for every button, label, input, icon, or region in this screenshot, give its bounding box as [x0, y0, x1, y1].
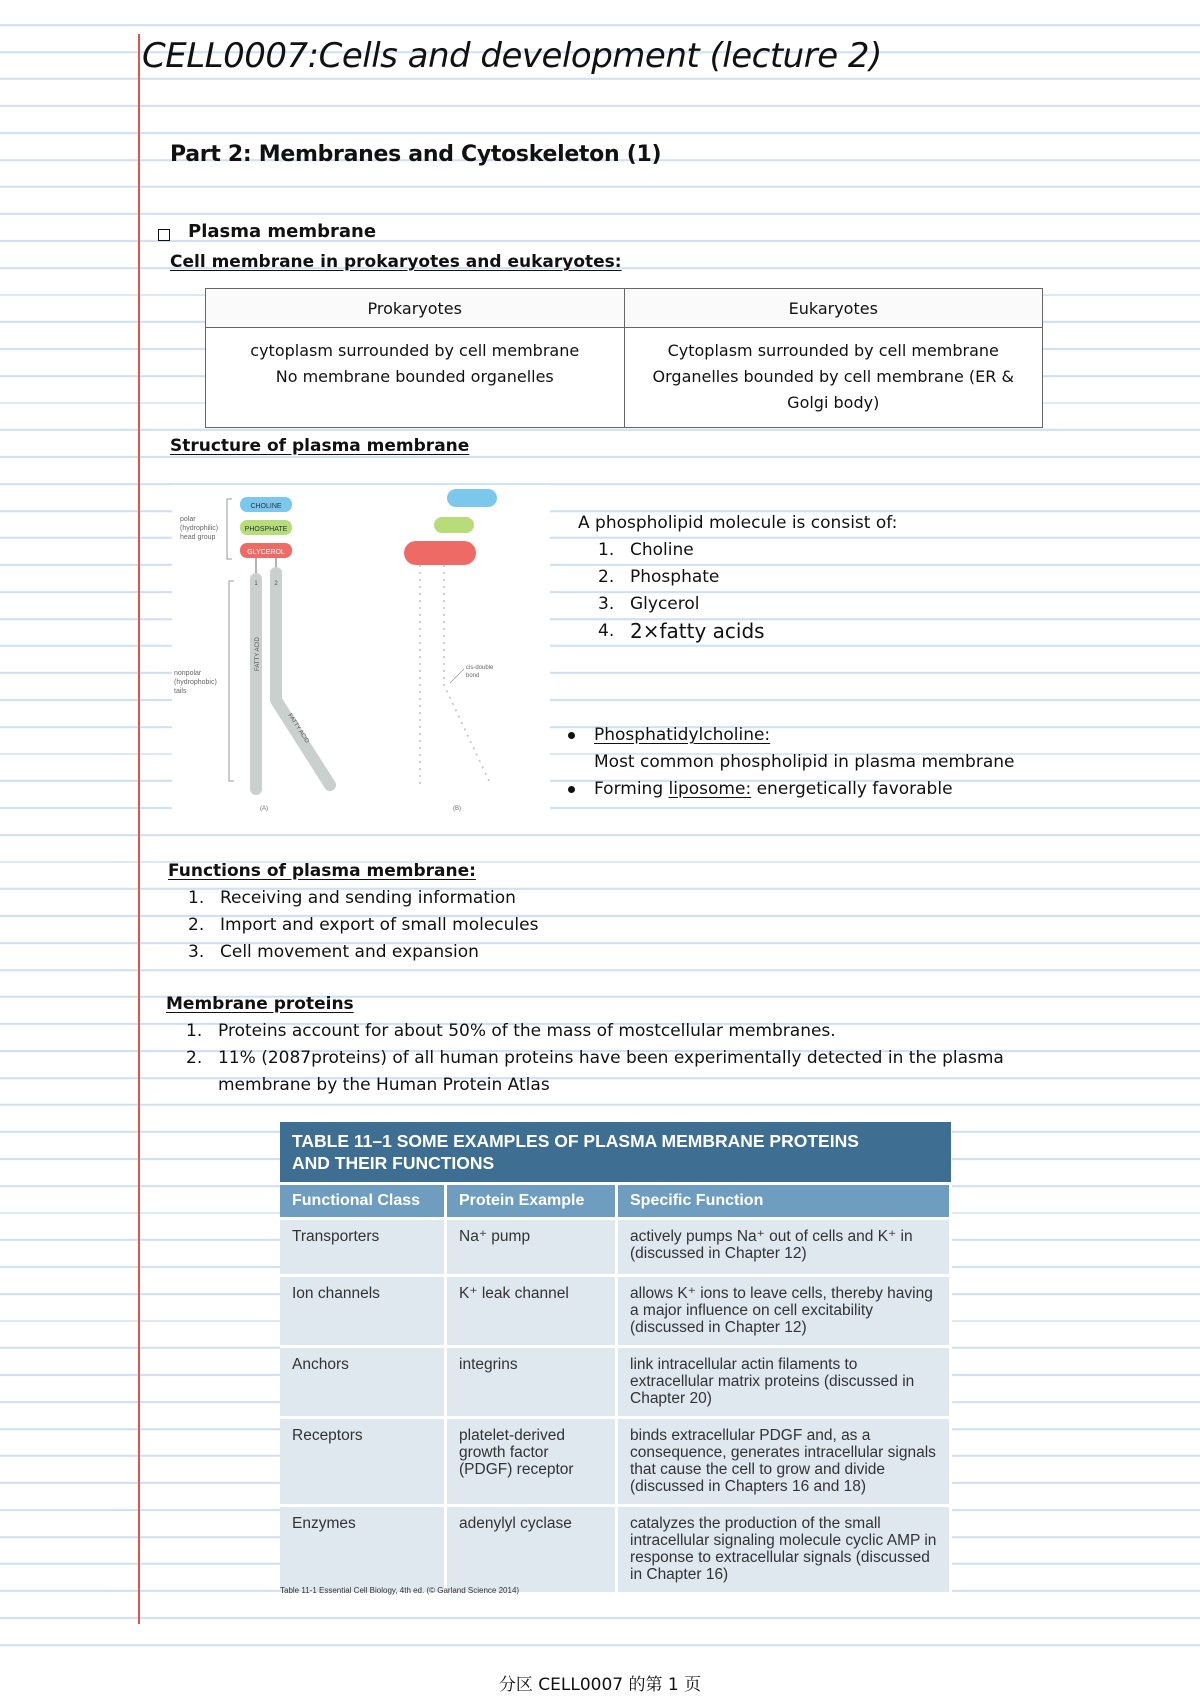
- part-heading: Part 2: Membranes and Cytoskeleton (1): [170, 142, 662, 167]
- table-cell: adenylyl cyclase: [446, 1506, 617, 1593]
- chain-number-1: 1: [254, 581, 258, 587]
- functions-heading: Functions of plasma membrane:: [168, 861, 476, 881]
- phospholipid-diagram: [172, 485, 550, 820]
- phosphatidylcholine-notes: [568, 722, 1014, 803]
- eukaryotes-line: Cytoplasm surrounded by cell membrane: [667, 341, 999, 360]
- tails-label: (hydrophobic): [174, 679, 217, 686]
- phosphate-label: PHOSPHATE: [244, 526, 288, 533]
- list-item: 2. Phosphate: [598, 567, 720, 587]
- table-cell: Ion channels: [280, 1276, 446, 1347]
- column-header: Protein Example: [446, 1184, 617, 1219]
- page-footer: 分区 CELL0007 的第 1 页: [0, 1670, 1200, 1695]
- table-cell: K⁺ leak channel: [446, 1276, 617, 1347]
- table-cell: link intracellular actin filaments to extracellular matrix proteins (discussed in Chapter 20): [617, 1347, 951, 1418]
- list-item: 1. Receiving and sending information: [188, 888, 516, 908]
- column-header: Specific Function: [617, 1184, 951, 1219]
- head-group-label: polar: [180, 516, 196, 523]
- panel-b-label: (B): [453, 806, 461, 812]
- glycerol-label: GLYCEROL: [247, 549, 285, 556]
- list-item: Forming liposome: energetically favorable: [568, 776, 1014, 803]
- plasma-membrane-heading: Plasma membrane: [188, 221, 377, 242]
- eukaryotes-line: Organelles bounded by cell membrane (ER &: [652, 367, 1014, 386]
- head-group-label: head group: [180, 534, 216, 541]
- tails-label: tails: [174, 688, 187, 695]
- table-cell: Enzymes: [280, 1506, 446, 1593]
- prokaryote-eukaryote-table: [205, 288, 1043, 428]
- list-item: 3. Cell movement and expansion: [188, 942, 479, 962]
- list-item: 3. Glycerol: [598, 594, 700, 614]
- membrane-proteins-textbook-table: [280, 1122, 952, 1592]
- cis-bond-pointer: [450, 669, 464, 683]
- choline-label: CHOLINE: [250, 503, 282, 510]
- table-cell: actively pumps Na⁺ out of cells and K⁺ in (discussed in Chapter 12): [617, 1219, 951, 1276]
- bullet-dot-icon: [568, 786, 575, 793]
- tails-bracket: [229, 581, 234, 781]
- column-header: Functional Class: [280, 1184, 446, 1219]
- structure-heading: Structure of plasma membrane: [170, 436, 470, 456]
- table-source-note: Table 11-1 Essential Cell Biology, 4th ed. (© Garland Science 2014): [280, 1586, 520, 1595]
- phosphate-group-b: [434, 517, 474, 533]
- table-row: [280, 1347, 951, 1418]
- functions-list: [168, 885, 538, 966]
- bullet-dot-icon: [568, 732, 575, 739]
- checkbox-bullet-icon: [158, 229, 170, 241]
- component-list: [578, 537, 897, 647]
- membrane-proteins-list: [166, 1018, 1066, 1099]
- table-cell: binds extracellular PDGF and, as a consequence, generates intracellular signals that cause the cell to grow and divide (discussed in Chapters 16 and 18): [617, 1418, 951, 1506]
- eukaryotes-cell: [624, 328, 1043, 428]
- eukaryotes-line: Golgi body): [787, 393, 880, 412]
- list-item: 1. Choline: [598, 540, 694, 560]
- membrane-proteins-heading: Membrane proteins: [166, 994, 354, 1014]
- fatty-acid-tail-1: [250, 573, 262, 795]
- page-title: CELL0007:Cells and development (lecture 2): [142, 36, 882, 76]
- list-item: 4. 2×fatty acids: [598, 619, 765, 643]
- choline-group-b: [447, 489, 497, 507]
- prokaryotes-cell: [206, 328, 625, 428]
- phospholipid-composition: [578, 510, 897, 647]
- notebook-margin-line: [138, 34, 140, 1624]
- comparison-heading: Cell membrane in prokaryotes and eukaryotes:: [170, 252, 622, 272]
- table-row: [280, 1276, 951, 1347]
- cis-bond-label: cis-double: [466, 665, 494, 671]
- table-cell: catalyzes the production of the small intracellular signaling molecule cyclic AMP in response to extracellular signals (discussed in Chapter 16): [617, 1506, 951, 1593]
- table-cell: allows K⁺ ions to leave cells, thereby having a major influence on cell excitability (discussed in Chapter 12): [617, 1276, 951, 1347]
- table-cell: Transporters: [280, 1219, 446, 1276]
- list-item: Phosphatidylcholine:: [568, 722, 1014, 749]
- fatty-acid-tail-2: [276, 573, 330, 785]
- head-group-label: (hydrophilic): [180, 525, 219, 532]
- table-cell: platelet-derived growth factor (PDGF) receptor: [446, 1418, 617, 1506]
- table-header-prokaryotes: Prokaryotes: [206, 289, 625, 328]
- tails-label: nonpolar: [174, 670, 202, 677]
- table-row: [280, 1219, 951, 1276]
- fatty-acid-label: FATTY ACID: [255, 637, 261, 671]
- table-cell: integrins: [446, 1347, 617, 1418]
- list-item: 2. Import and export of small molecules: [188, 915, 539, 935]
- phospholipid-intro: A phospholipid molecule is consist of:: [578, 513, 898, 533]
- table-cell: Receptors: [280, 1418, 446, 1506]
- list-item: 1. Proteins account for about 50% of the mass of mostcellular membranes.: [186, 1021, 836, 1041]
- phospholipid-diagram-svg: [172, 485, 550, 820]
- head-group-bracket: [227, 499, 232, 559]
- glycerol-group-b: [404, 541, 476, 565]
- table-caption: TABLE 11–1 SOME EXAMPLES OF PLASMA MEMBRANE PROTEINS AND THEIR FUNCTIONS: [280, 1122, 951, 1184]
- table-row: [280, 1506, 951, 1593]
- table-cell: Na⁺ pump: [446, 1219, 617, 1276]
- list-item: 2. 11% (2087proteins) of all human proteins have been experimentally detected in the plasma membrane by the Human Protein Atlas: [186, 1048, 1004, 1095]
- table-row: [280, 1418, 951, 1506]
- table-header-eukaryotes: Eukaryotes: [624, 289, 1043, 328]
- prokaryotes-line: No membrane bounded organelles: [275, 367, 554, 386]
- prokaryotes-line: cytoplasm surrounded by cell membrane: [250, 341, 580, 360]
- list-item: Most common phospholipid in plasma membrane: [594, 752, 1015, 772]
- fatty-acid-label: FATTY ACID: [286, 712, 310, 745]
- table-cell: Anchors: [280, 1347, 446, 1418]
- chain-number-2: 2: [274, 581, 278, 587]
- panel-a-label: (A): [260, 806, 268, 812]
- cis-bond-label: bond: [466, 673, 480, 679]
